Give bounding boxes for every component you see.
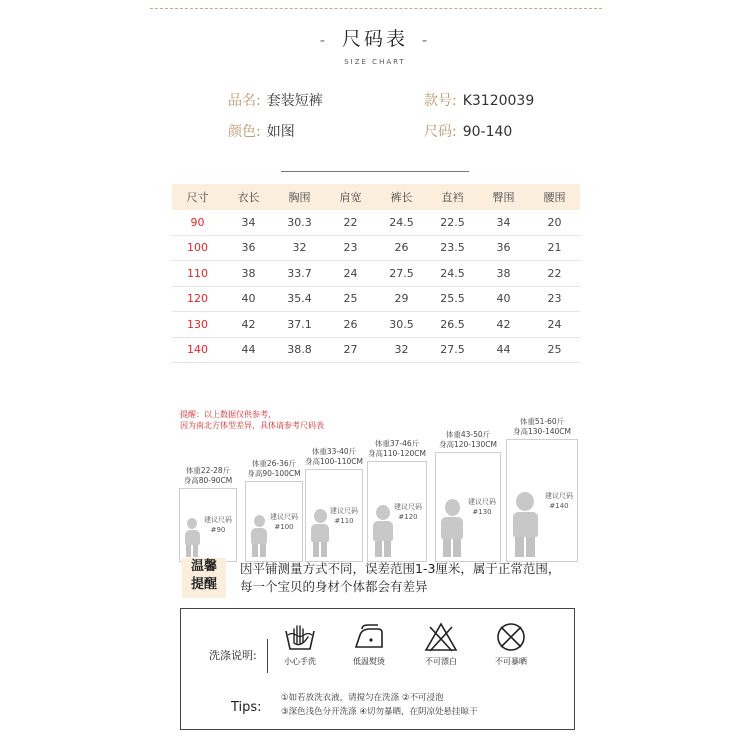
- measure-cell: 36: [496, 241, 511, 255]
- measure-cell: 30.5: [389, 317, 414, 331]
- figure-frame: [245, 481, 303, 562]
- table-row: [172, 210, 580, 236]
- no-sun-icon: [494, 621, 528, 653]
- measure-cell: 24: [547, 317, 562, 331]
- measure-cell: 25: [343, 292, 358, 306]
- size-guide-figure: [364, 439, 430, 562]
- measure-cell: 34: [241, 215, 256, 229]
- badge-line-2: 提醒: [190, 577, 217, 592]
- care-item-hand-wash: [276, 621, 324, 667]
- measure-cell: 37.1: [287, 317, 312, 331]
- size-cell: 130: [187, 317, 208, 331]
- header-cell: 尺寸: [186, 191, 209, 204]
- measure-cell: 25.5: [440, 292, 465, 306]
- no-bleach-icon: [424, 621, 458, 653]
- recommended-size-label: 建议尺码: [394, 502, 422, 511]
- size-guide-figure: [432, 430, 504, 562]
- measure-cell: 23: [547, 292, 562, 306]
- tips-line-1: ①如若放洗衣液，请搅匀在洗涤 ②不可浸泡: [281, 693, 444, 703]
- measure-cell: 26.5: [440, 317, 465, 331]
- measure-cell: 23.5: [440, 241, 465, 255]
- figure-height: 身高80-90CM: [183, 476, 233, 485]
- recommended-size-label: 建议尺码: [204, 516, 232, 524]
- recommended-size-value: #120: [398, 512, 418, 521]
- no-bleach-label: 不可漂白: [425, 657, 457, 666]
- measure-cell: 44: [496, 343, 511, 357]
- figure-height: 身高120-130CM: [438, 440, 498, 449]
- table-row: [172, 338, 580, 364]
- page-title: [306, 28, 444, 50]
- size-guide-figure: [503, 417, 581, 562]
- recommended-size-label: 建议尺码: [468, 498, 496, 506]
- info-name: [228, 90, 323, 110]
- recommended-size-value: #100: [274, 522, 294, 531]
- header-cell: 腰围: [543, 191, 566, 204]
- title-dash-right: -: [422, 33, 431, 49]
- recommended-size: [394, 502, 422, 522]
- hand-wash-icon: [283, 621, 317, 653]
- tips-line-2: ③深色浅色分开洗涤 ④切勿暴晒，在阴凉处悬挂晾干: [281, 707, 478, 717]
- measure-cell: 22.5: [440, 215, 465, 229]
- header-cell: 肩宽: [339, 191, 362, 204]
- size-cell: 90: [190, 215, 205, 229]
- info-code: [424, 90, 534, 110]
- measure-cell: 40: [496, 292, 511, 306]
- figure-height: 身高100-110CM: [304, 457, 364, 466]
- measure-cell: 36: [241, 241, 256, 255]
- badge-line-1: 温馨: [190, 559, 217, 574]
- measure-cell: 29: [394, 292, 409, 306]
- recommended-size: [330, 506, 358, 526]
- child-silhouette: [371, 505, 395, 557]
- measure-cell: 40: [241, 292, 256, 306]
- page-subtitle: SIZE CHART: [344, 58, 406, 66]
- size-cell: 120: [187, 292, 208, 306]
- size-cell: 140: [187, 343, 208, 357]
- no-sun-label: 不可暴晒: [495, 657, 527, 666]
- size-cell: 100: [187, 241, 208, 255]
- figure-weight: 体重33-40斤: [311, 447, 357, 456]
- measure-cell: 44: [241, 343, 256, 357]
- figure-weight: 体重43-50斤: [445, 430, 491, 439]
- recommended-size-value: #140: [549, 501, 569, 510]
- measure-cell: 32: [292, 241, 307, 255]
- measure-cell: 22: [547, 266, 562, 280]
- care-item-no-sun: [487, 621, 535, 667]
- size-guide-figure: [176, 466, 240, 562]
- measure-cell: 25: [547, 343, 562, 357]
- table-row: [172, 287, 580, 313]
- recommended-size: [270, 512, 298, 532]
- tips-text: [281, 691, 477, 719]
- recommended-size: [545, 491, 573, 511]
- info-size-key: 尺码:: [424, 124, 457, 140]
- size-table-body: [172, 210, 580, 363]
- size-guide-figure: [242, 459, 306, 562]
- figure-frame: [435, 452, 501, 562]
- table-row: [172, 261, 580, 287]
- measure-cell: 38: [241, 266, 256, 280]
- size-table: [172, 184, 580, 363]
- tips-label: Tips:: [231, 700, 262, 715]
- measure-cell: 22: [343, 215, 358, 229]
- recommended-size-value: #110: [334, 516, 354, 525]
- warm-reminder-text: [240, 560, 560, 596]
- title-text: 尺码表: [341, 28, 408, 50]
- child-silhouette: [249, 515, 269, 557]
- info-color-key: 颜色:: [228, 124, 261, 140]
- care-label-colon: :: [253, 649, 257, 662]
- hand-wash-label: 小心手洗: [284, 657, 316, 666]
- table-row: [172, 236, 580, 262]
- title-row: [0, 24, 750, 51]
- recommended-size-label: 建议尺码: [545, 491, 573, 500]
- section-divider: [281, 171, 469, 172]
- header-cell: 臀围: [492, 191, 515, 204]
- measure-cell: 32: [394, 343, 409, 357]
- child-silhouette: [439, 499, 465, 557]
- care-divider: [267, 639, 268, 673]
- reminder-line-2: 每一个宝贝的身材个体都会有差异: [240, 579, 428, 594]
- header-cell: 胸围: [288, 191, 311, 204]
- care-label: [209, 647, 257, 663]
- figure-frame: [367, 461, 427, 562]
- figure-weight: 体重51-60斤: [519, 417, 565, 426]
- figure-height: 身高90-100CM: [247, 469, 301, 478]
- child-silhouette: [309, 509, 331, 557]
- measure-cell: 26: [343, 317, 358, 331]
- figure-weight: 体重37-46斤: [374, 439, 420, 448]
- size-guide-figure: [302, 447, 366, 562]
- measure-cell: 23: [343, 241, 358, 255]
- measure-cell: 26: [394, 241, 409, 255]
- low-iron-icon: [352, 621, 386, 653]
- size-cell: 110: [187, 266, 208, 280]
- measure-cell: 30.3: [287, 215, 312, 229]
- reminder-line-1: 因平铺测量方式不同，误差范围1-3厘米，属于正常范围，: [240, 561, 561, 576]
- measure-cell: 38.8: [287, 343, 312, 357]
- care-label-text: 洗涤说明: [209, 649, 253, 662]
- measure-cell: 27.5: [389, 266, 414, 280]
- note-line-2: 因为南北方体型差异，具体请参考尺码表: [180, 421, 324, 430]
- top-dashed-divider: [150, 8, 602, 9]
- figure-frame: [506, 439, 578, 562]
- care-instructions: [180, 608, 575, 730]
- info-size: [424, 121, 512, 141]
- figure-weight: 体重26-36斤: [251, 459, 297, 468]
- measure-cell: 24: [343, 266, 358, 280]
- recommended-size: [204, 515, 232, 535]
- info-color: [228, 121, 295, 141]
- measure-cell: 24.5: [440, 266, 465, 280]
- figure-frame: [305, 469, 363, 562]
- info-code-key: 款号:: [424, 93, 457, 109]
- measure-cell: 33.7: [287, 266, 312, 280]
- measure-cell: 21: [547, 241, 562, 255]
- measure-cell: 34: [496, 215, 511, 229]
- measure-cell: 27: [343, 343, 358, 357]
- figure-height: 身高110-120CM: [367, 449, 427, 458]
- figure-height: 身高130-140CM: [512, 427, 572, 436]
- child-silhouette: [183, 518, 201, 557]
- care-item-no-bleach: [417, 621, 465, 667]
- table-row: [172, 312, 580, 338]
- measure-cell: 35.4: [287, 292, 312, 306]
- recommended-size: [468, 497, 496, 517]
- measure-cell: 38: [496, 266, 511, 280]
- measure-cell: 20: [547, 215, 562, 229]
- info-name-key: 品名:: [228, 93, 261, 109]
- info-name-value: 套装短裤: [266, 93, 323, 109]
- low-iron-label: 低温熨烫: [353, 657, 385, 666]
- measure-cell: 42: [496, 317, 511, 331]
- header-cell: 裤长: [390, 191, 413, 204]
- recommended-size-value: #130: [472, 508, 492, 516]
- measure-cell: 42: [241, 317, 256, 331]
- measure-cell: 27.5: [440, 343, 465, 357]
- recommended-size-label: 建议尺码: [270, 512, 298, 521]
- measure-cell: 24.5: [389, 215, 414, 229]
- info-code-value: K3120039: [462, 93, 535, 109]
- figure-frame: [179, 488, 237, 562]
- size-table-header: [172, 184, 580, 210]
- recommended-size-value: #90: [210, 526, 226, 534]
- title-dash-left: -: [319, 33, 328, 49]
- reference-note: [180, 409, 324, 431]
- warm-reminder-badge: [182, 558, 226, 598]
- info-size-value: 90-140: [462, 124, 513, 140]
- figure-weight: 体重22-28斤: [185, 466, 231, 475]
- recommended-size-label: 建议尺码: [330, 506, 358, 515]
- header-cell: 衣长: [237, 191, 260, 204]
- header-cell: 直裆: [441, 191, 464, 204]
- info-color-value: 如图: [266, 124, 295, 140]
- care-item-low-iron: [345, 621, 393, 667]
- note-line-1: 提醒：以上数据仅供参考，: [180, 410, 276, 419]
- child-silhouette: [510, 492, 540, 557]
